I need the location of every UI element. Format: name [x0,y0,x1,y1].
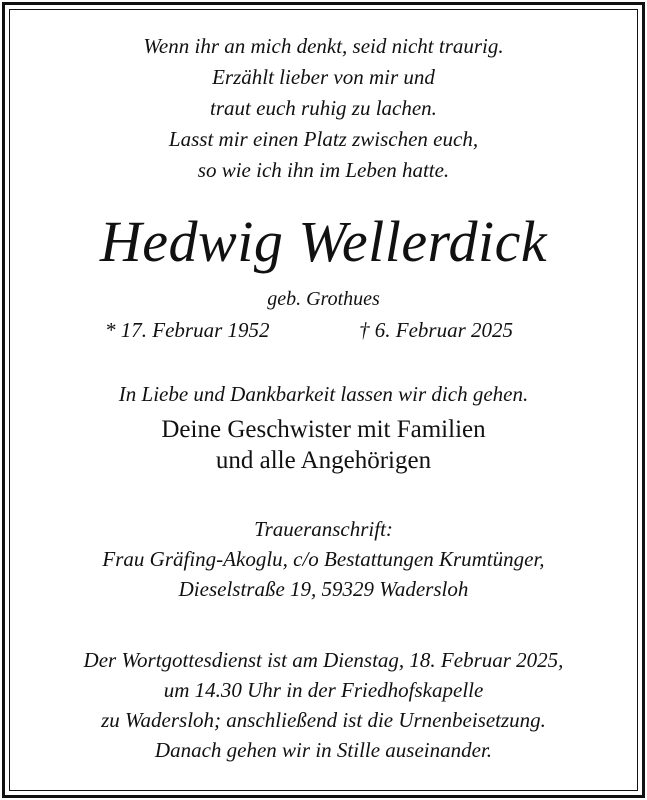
poem [12,31,635,186]
service-line: Danach gehen wir in Stille auseinander. [154,738,493,762]
death-date: † 6. Februar 2025 [359,318,513,342]
mourners [12,414,635,476]
poem-line: so wie ich ihn im Leben hatte. [197,158,450,182]
farewell-text: In Liebe und Dankbarkeit lassen wir dich gehen. [118,382,529,406]
deceased-name: Hedwig Wellerdick [99,209,548,274]
address-line: Dieselstraße 19, 59329 Wadersloh [178,577,469,601]
address-title: Traueranschrift: [254,517,393,541]
birth-date: * 17. Februar 1952 [105,318,270,342]
service-line: um 14.30 Uhr in der Friedhofskapelle [163,678,484,702]
poem-line: Erzählt lieber von mir und [212,65,435,89]
poem-line: Wenn ihr an mich denkt, seid nicht traurig. [143,34,504,58]
service-line: Der Wortgottesdienst ist am Dienstag, 18. Februar 2025, [83,648,564,672]
service-info [12,645,635,765]
address-line: Frau Gräfing-Akoglu, c/o Bestattungen Krumtünger, [102,547,545,571]
mourners-line: Deine Geschwister mit Familien [161,416,486,443]
poem-line: Lasst mir einen Platz zwischen euch, [168,127,479,151]
mourners-line: und alle Angehörigen [215,447,432,474]
birth-name: geb. Grothues [267,288,380,310]
mourning-address [12,514,635,604]
service-line: zu Wadersloh; anschließend ist die Urnenbeisetzung. [101,708,546,732]
poem-line: traut euch ruhig zu lachen. [210,96,437,120]
